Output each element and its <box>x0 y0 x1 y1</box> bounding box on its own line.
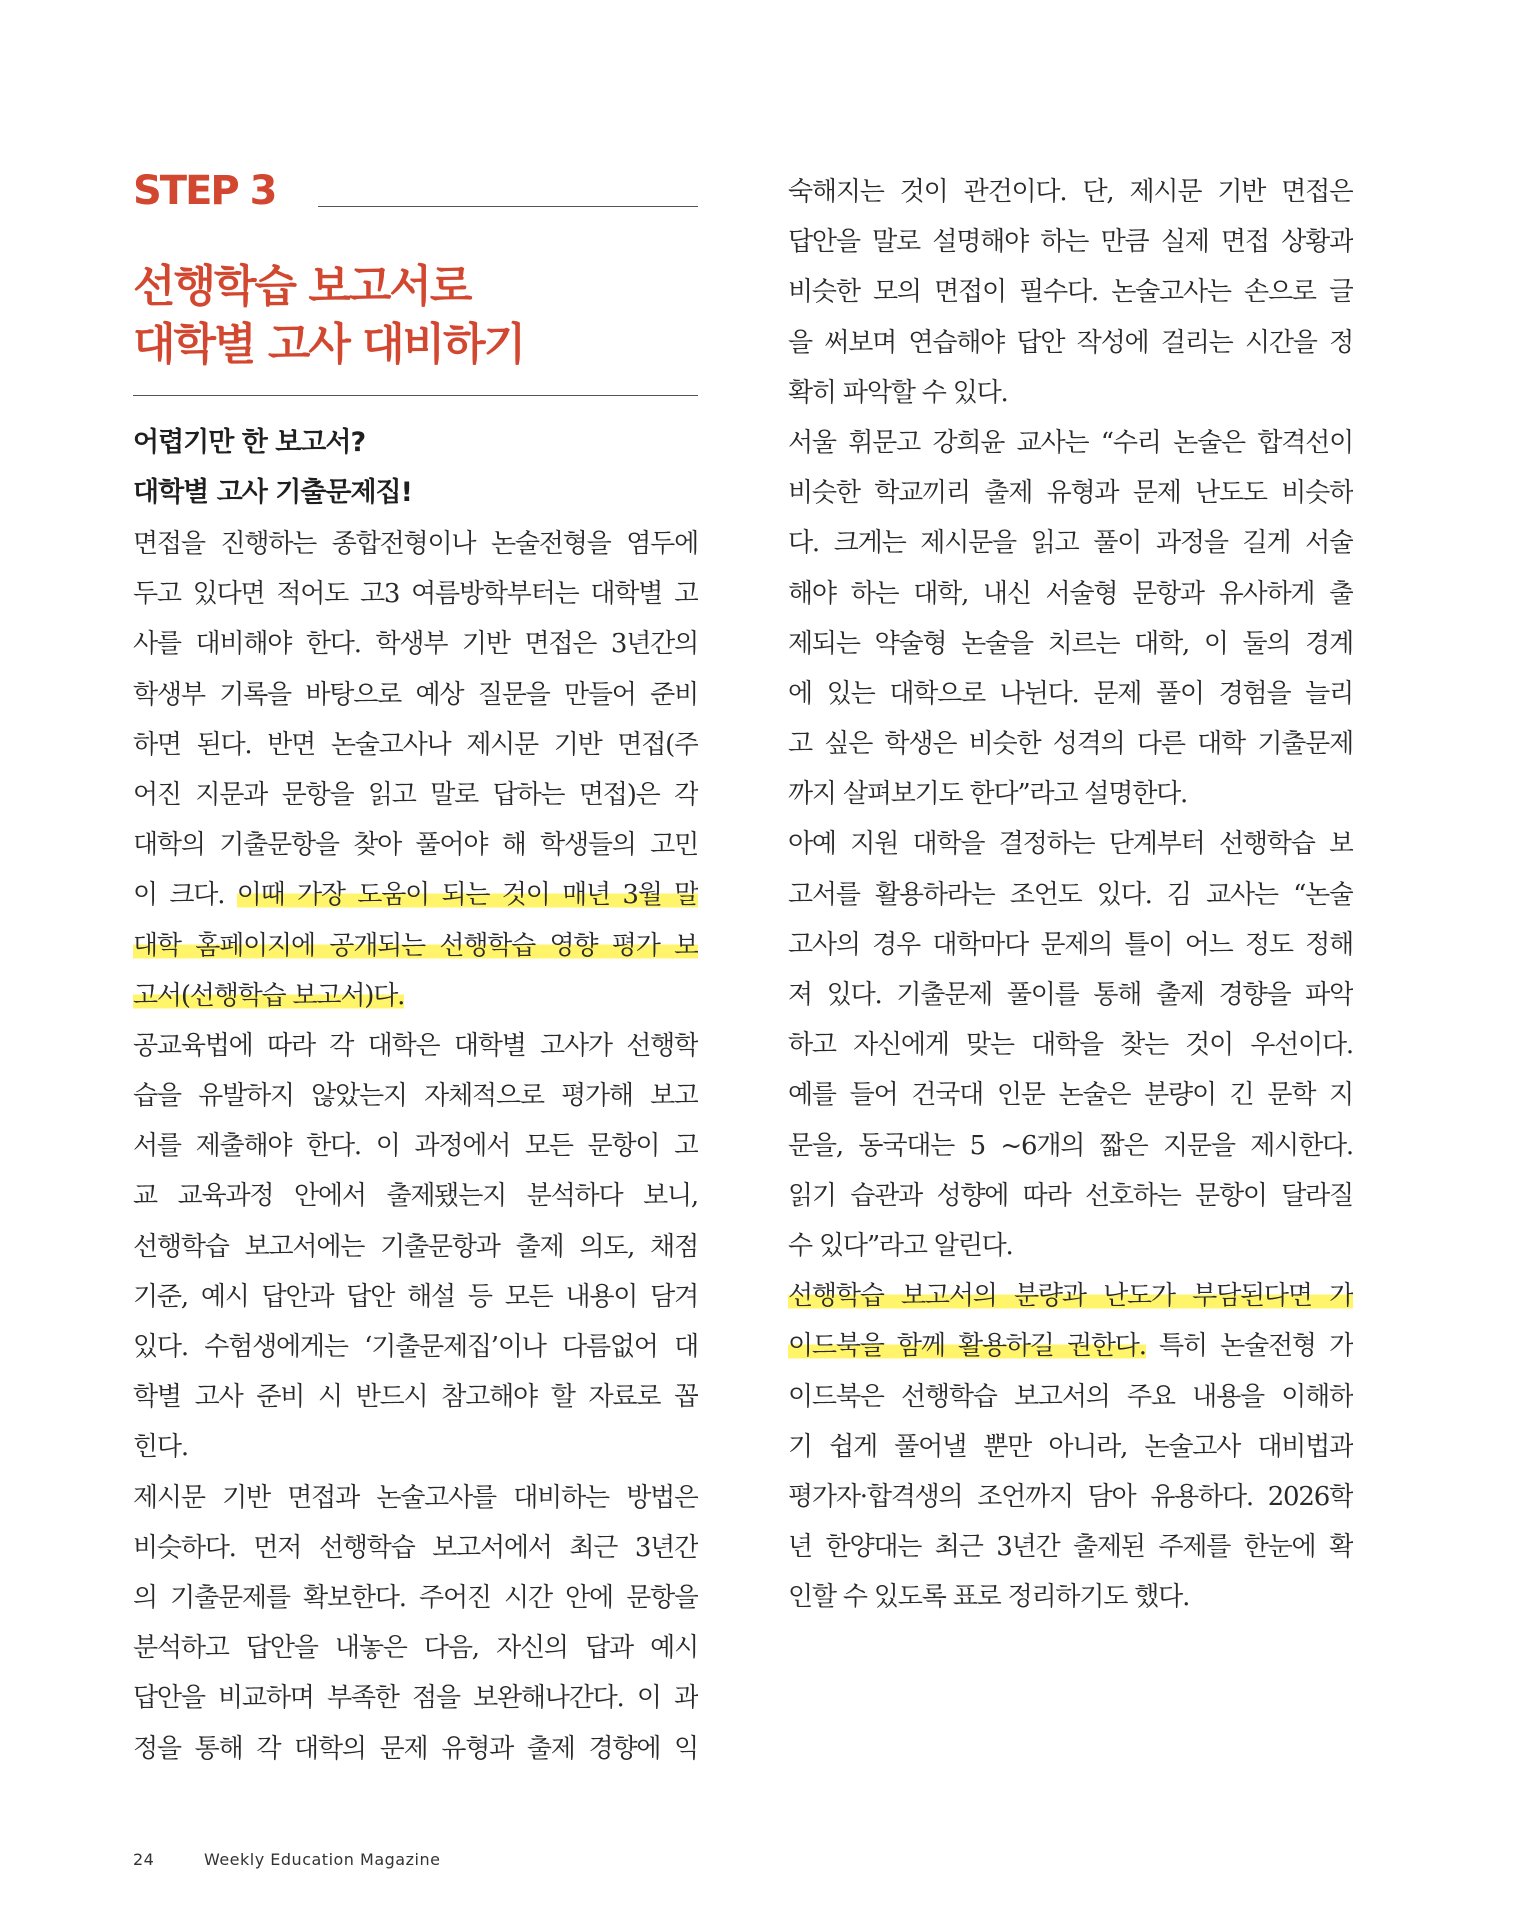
line-text: 두고 있다면 적어도 고3 여름방학부터는 대학별 고 <box>133 579 698 610</box>
line-text: 이 크다. <box>133 880 237 911</box>
body-line <box>788 1070 1353 1120</box>
line-text: 기 쉽게 풀어낼 뿐만 아니라, 논술고사 대비법과 <box>788 1431 1353 1462</box>
highlighted-text: 고서(선행학습 보고서)다. <box>133 980 405 1011</box>
line-text: 고사의 경우 대학마다 문제의 틀이 어느 정도 정해 <box>788 929 1353 960</box>
body-line <box>133 1473 698 1523</box>
body-line <box>788 870 1353 920</box>
line-text: 에 있는 대학으로 나뉜다. 문제 풀이 경험을 늘리 <box>788 678 1353 709</box>
line-text: 특히 논술전형 가 <box>1145 1331 1353 1362</box>
body-line <box>788 368 1353 418</box>
body-line <box>788 1020 1353 1070</box>
line-text: 아예 지원 대학을 결정하는 단계부터 선행학습 보 <box>788 829 1353 860</box>
line-text: 해야 하는 대학, 내신 서술형 문항과 유사하게 출 <box>788 578 1353 609</box>
article-title <box>133 258 698 374</box>
body-line <box>133 1222 698 1272</box>
line-text: 평가자·합격생의 조언까지 담아 유용하다. 2026학 <box>788 1481 1353 1512</box>
line-text: 어진 지문과 문항을 읽고 말로 답하는 면접)은 각 <box>133 779 698 810</box>
body-line <box>788 1171 1353 1221</box>
body-line <box>788 1271 1353 1321</box>
body-line <box>788 468 1353 518</box>
body-line <box>788 518 1353 568</box>
line-text: 하고 자신에게 맞는 대학을 찾는 것이 우선이다. <box>788 1030 1353 1061</box>
body-line <box>133 1422 698 1472</box>
line-text: 년 한양대는 최근 3년간 출제된 주제를 한눈에 확 <box>788 1532 1353 1563</box>
body-line <box>788 1572 1353 1622</box>
body-line <box>788 1321 1353 1371</box>
line-text: 다. 크게는 제시문을 읽고 풀이 과정을 길게 서술 <box>788 528 1353 559</box>
body-line <box>133 569 698 619</box>
body-line <box>788 669 1353 719</box>
line-text: 읽기 습관과 성향에 따라 선호하는 문항이 달라질 <box>788 1180 1353 1211</box>
body-line <box>133 519 698 569</box>
line-text: 대학의 기출문항을 찾아 풀어야 해 학생들의 고민 <box>133 830 698 861</box>
magazine-name: Weekly Education Magazine <box>203 1850 441 1869</box>
body-line <box>133 921 698 971</box>
right-column-body <box>788 167 1353 1622</box>
step-divider <box>318 206 698 207</box>
line-text: 면접을 진행하는 종합전형이나 논술전형을 염두에 <box>133 529 698 559</box>
line-text: 선행학습 보고서에는 기출문항과 출제 의도, 채점 <box>133 1231 698 1262</box>
line-text: 제시문 기반 면접과 논술고사를 대비하는 방법은 <box>133 1482 698 1513</box>
line-text: 숙해지는 것이 관건이다. 단, 제시문 기반 면접은 <box>788 177 1353 207</box>
line-text: 이드북은 선행학습 보고서의 주요 내용을 이해하 <box>788 1381 1353 1412</box>
body-line <box>133 870 698 920</box>
line-text: 힌다. <box>133 1432 188 1463</box>
line-text: 예를 들어 건국대 인문 논술은 분량이 긴 문학 지 <box>788 1080 1353 1111</box>
body-line <box>788 970 1353 1020</box>
line-text: 비슷한 학교끼리 출제 유형과 문제 난도도 비슷하 <box>788 478 1353 509</box>
highlighted-text: 이때 가장 도움이 되는 것이 매년 3월 말 <box>236 880 698 911</box>
line-text: 공교육법에 따라 각 대학은 대학별 고사가 선행학 <box>133 1030 698 1061</box>
line-text: 고서를 활용하라는 조언도 있다. 김 교사는 “논술 <box>788 879 1353 910</box>
line-text: 의 기출문제를 확보한다. 주어진 시간 안에 문항을 <box>133 1582 698 1613</box>
body-line <box>133 971 698 1021</box>
body-line <box>133 1171 698 1221</box>
line-text: 제되는 약술형 논술을 치르는 대학, 이 둘의 경계 <box>788 628 1353 659</box>
body-line <box>133 820 698 870</box>
body-line <box>133 1322 698 1372</box>
body-line <box>788 267 1353 317</box>
body-line <box>788 1221 1353 1271</box>
highlighted-text: 대학 홈페이지에 공개되는 선행학습 영향 평가 보 <box>133 930 698 961</box>
body-line <box>133 1523 698 1573</box>
body-line <box>788 217 1353 267</box>
body-line <box>788 167 1353 217</box>
body-line <box>788 920 1353 970</box>
body-line <box>133 1724 698 1774</box>
body-line <box>788 1121 1353 1171</box>
line-text: 인할 수 있도록 표로 정리하기도 했다. <box>788 1582 1190 1613</box>
page-number: 24 <box>133 1850 155 1869</box>
body-line <box>788 719 1353 769</box>
left-column-body <box>133 519 698 1774</box>
body-line <box>788 619 1353 669</box>
line-text: 서울 휘문고 강희윤 교사는 “수리 논술은 합격선이 <box>788 427 1353 458</box>
title-line-1: 선행학습 보고서로 <box>133 261 471 312</box>
subheading <box>133 418 698 518</box>
line-text: 하면 된다. 반면 논술고사나 제시문 기반 면접(주 <box>133 729 698 760</box>
body-line <box>133 670 698 720</box>
body-line <box>133 619 698 669</box>
body-line <box>788 318 1353 368</box>
line-text: 을 써보며 연습해야 답안 작성에 걸리는 시간을 정 <box>788 327 1353 358</box>
highlighted-text: 선행학습 보고서의 분량과 난도가 부담된다면 가 <box>788 1281 1353 1312</box>
subheading-line-2: 대학별 고사 기출문제집! <box>133 477 412 508</box>
body-line <box>133 1021 698 1071</box>
line-text: 답안을 비교하며 부족한 점을 보완해나간다. 이 과 <box>133 1683 698 1714</box>
line-text: 확히 파악할 수 있다. <box>788 377 1008 408</box>
line-text: 비슷한 모의 면접이 필수다. 논술고사는 손으로 글 <box>788 277 1353 308</box>
body-line <box>133 1673 698 1723</box>
body-line <box>133 720 698 770</box>
body-line <box>133 770 698 820</box>
line-text: 정을 통해 각 대학의 문제 유형과 출제 경향에 익 <box>133 1733 698 1764</box>
line-text: 서를 제출해야 한다. 이 과정에서 모든 문항이 고 <box>133 1131 698 1162</box>
highlighted-text: 이드북을 함께 활용하길 권한다. <box>788 1331 1146 1362</box>
line-text: 문을, 동국대는 5 ~6개의 짧은 지문을 제시한다. <box>788 1130 1353 1161</box>
line-text: 사를 대비해야 한다. 학생부 기반 면접은 3년간의 <box>133 629 698 660</box>
body-line <box>133 1071 698 1121</box>
body-line <box>133 1372 698 1422</box>
line-text: 비슷하다. 먼저 선행학습 보고서에서 최근 3년간 <box>133 1532 698 1563</box>
line-text: 수 있다”라고 알린다. <box>788 1230 1013 1261</box>
page-footer <box>133 1850 440 1869</box>
line-text: 답안을 말로 설명해야 하는 만큼 실제 면접 상황과 <box>788 227 1353 258</box>
body-line <box>788 769 1353 819</box>
line-text: 학생부 기록을 바탕으로 예상 질문을 만들어 준비 <box>133 679 698 710</box>
body-line <box>788 1372 1353 1422</box>
body-line <box>133 1623 698 1673</box>
title-line-2: 대학별 고사 대비하기 <box>133 319 525 370</box>
line-text: 까지 살펴보기도 한다”라고 설명한다. <box>788 779 1188 810</box>
title-divider <box>133 395 698 396</box>
subheading-line-1: 어렵기만 한 보고서? <box>133 427 366 458</box>
line-text: 분석하고 답안을 내놓은 다음, 자신의 답과 예시 <box>133 1633 698 1664</box>
body-line <box>788 569 1353 619</box>
line-text: 고 싶은 학생은 비슷한 성격의 다른 대학 기출문제 <box>788 729 1353 760</box>
line-text: 교 교육과정 안에서 출제됐는지 분석하다 보니, <box>133 1181 698 1212</box>
body-line <box>133 1121 698 1171</box>
body-line <box>788 819 1353 869</box>
line-text: 학별 고사 준비 시 반드시 참고해야 할 자료로 꼽 <box>133 1382 698 1413</box>
body-line <box>133 1272 698 1322</box>
step-label: STEP 3 <box>133 168 276 214</box>
line-text: 기준, 예시 답안과 답안 해설 등 모든 내용이 담겨 <box>133 1281 698 1312</box>
step-header <box>133 168 698 218</box>
body-line <box>788 1522 1353 1572</box>
line-text: 있다. 수험생에게는 ‘기출문제집’이나 다름없어 대 <box>133 1332 698 1362</box>
body-line <box>788 1472 1353 1522</box>
body-line <box>788 418 1353 468</box>
body-line <box>788 1422 1353 1472</box>
body-line <box>133 1573 698 1623</box>
line-text: 습을 유발하지 않았는지 자체적으로 평가해 보고 <box>133 1081 698 1112</box>
line-text: 져 있다. 기출문제 풀이를 통해 출제 경향을 파악 <box>788 980 1353 1010</box>
